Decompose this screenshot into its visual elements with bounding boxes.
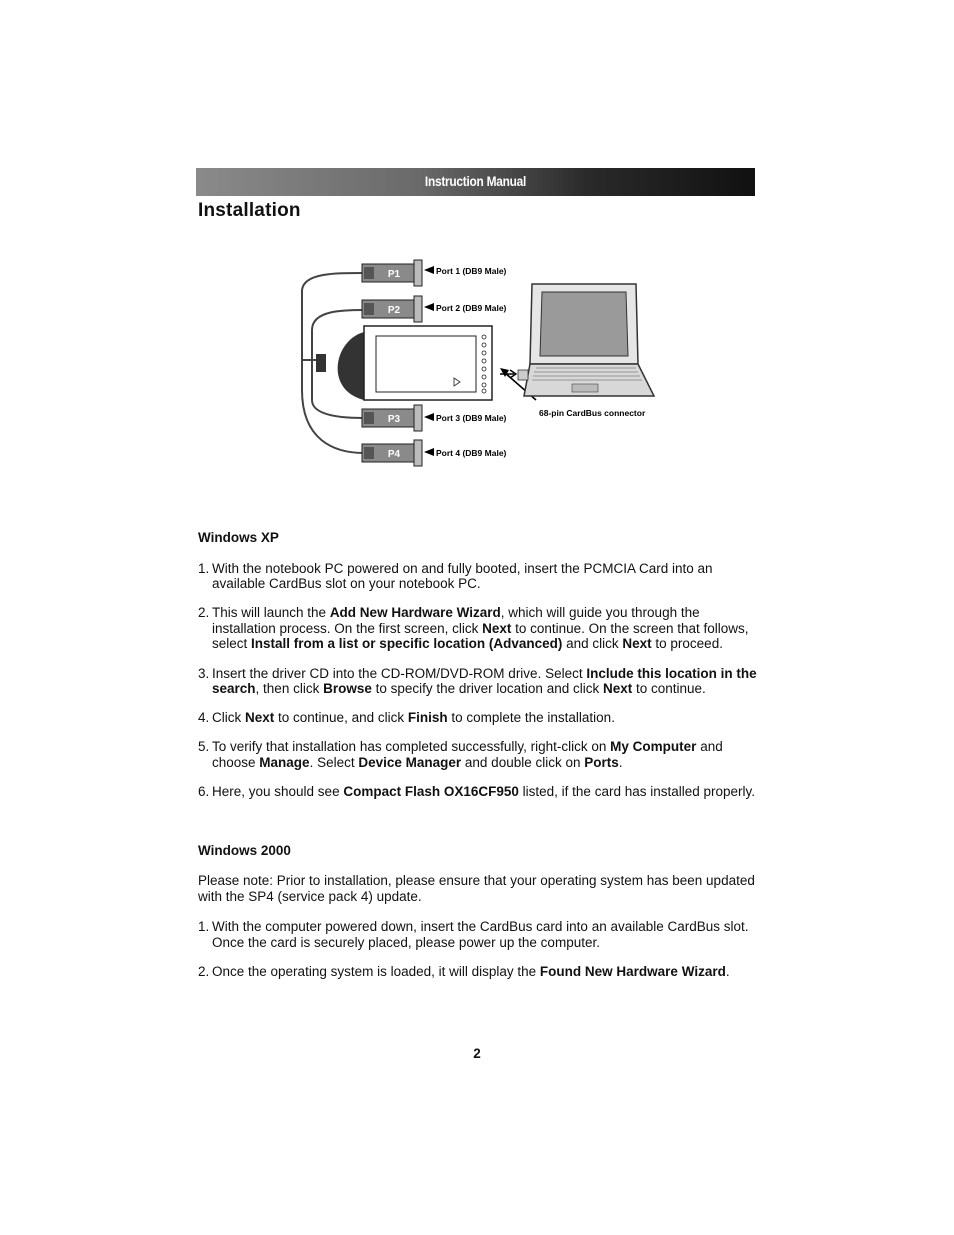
plug-label: P3: [387, 414, 401, 425]
list-item-number: 1.: [198, 560, 210, 576]
plug-p2: [362, 296, 422, 322]
bold-text: Ports: [584, 754, 619, 770]
plug-p1: [362, 260, 422, 286]
text-run: to continue, and click: [274, 710, 408, 726]
text-run: Insert the driver CD into the CD-ROM/DVD-ROM drive. Select: [212, 665, 587, 681]
list-item: [198, 666, 758, 697]
text-run: Click: [212, 710, 245, 726]
plug-label: P2: [387, 305, 401, 316]
text-run: To verify that installation has completed successfully, right-click on: [212, 739, 611, 755]
plug-p3: [362, 405, 422, 431]
text-run: to specify the driver location and click: [371, 681, 603, 697]
list-item-number: 5.: [198, 739, 210, 755]
bold-text: Next: [482, 620, 512, 636]
text-run: , which will guide you through the installation process. On the first screen, click: [212, 605, 700, 636]
cable-fan: [338, 332, 364, 400]
laptop-icon: [518, 284, 654, 396]
list-item: [198, 739, 758, 770]
installation-diagram: [294, 250, 674, 480]
bold-text: Browse: [323, 681, 372, 697]
text-run: Here, you should see: [212, 784, 344, 800]
list-item-number: 1.: [198, 919, 210, 935]
list-item: [198, 964, 758, 980]
bold-text: Compact Flash OX16CF950: [343, 784, 519, 800]
text-run: This will launch the: [212, 605, 330, 621]
text-run: Once the operating system is loaded, it will display the: [212, 964, 540, 980]
text-run: and double click on: [461, 754, 585, 770]
bold-text: Finish: [407, 710, 448, 726]
header-title: Instruction Manual: [424, 173, 527, 189]
list-item: [198, 710, 758, 726]
win2000-steps: [198, 919, 758, 979]
text-run: .: [618, 754, 623, 770]
text-run: to continue. On the screen that follows, select: [212, 620, 749, 652]
list-item: [198, 605, 758, 652]
list-item: [198, 561, 758, 592]
bold-text: Device Manager: [358, 754, 462, 770]
win2000-heading: Windows 2000: [198, 842, 291, 858]
page-number: 2: [473, 1046, 481, 1061]
bold-text: Found New Hardware Wizard: [539, 964, 726, 980]
text-run: With the notebook PC powered on and fully booted, insert the PCMCIA Card into an available CardBus slot on your notebook PC.: [212, 560, 713, 592]
port-label-2: Port 2 (DB9 Male): [436, 303, 507, 313]
bold-text: Install from a list or specific location (Advanced): [251, 636, 563, 652]
port-label-1: Port 1 (DB9 Male): [436, 266, 507, 276]
cable-junction: [316, 354, 326, 372]
plug-label: P1: [387, 269, 401, 280]
bold-text: Next: [245, 710, 275, 726]
bold-text: My Computer: [610, 739, 697, 755]
text-run: . Select: [309, 754, 359, 770]
plug-p4: [362, 440, 422, 466]
list-item-number: 6.: [198, 784, 210, 800]
bold-text: Manage: [259, 754, 310, 770]
win2000-note: Please note: Prior to installation, please ensure that your operating system has been updated with the SP4 (service pack 4) update.: [198, 873, 755, 904]
bold-text: Next: [622, 636, 652, 652]
text-run: and click: [562, 636, 623, 652]
list-item: [198, 919, 758, 950]
text-run: .: [725, 964, 730, 980]
section-title: Installation: [198, 200, 301, 221]
list-item-number: 2.: [198, 964, 210, 980]
port-label-4: Port 4 (DB9 Male): [436, 448, 507, 458]
text-run: to complete the installation.: [447, 710, 615, 726]
bold-text: Next: [602, 681, 633, 697]
bold-text: Include this location in the search: [212, 665, 757, 697]
instructions: [198, 530, 758, 980]
text-run: and choose: [212, 739, 723, 770]
text-run: , then click: [255, 681, 324, 697]
plug-label: P4: [387, 449, 401, 460]
header-bar: [196, 168, 755, 196]
port-label-3: Port 3 (DB9 Male): [436, 413, 507, 423]
connector-label: 68-pin CardBus connector: [539, 408, 646, 418]
winxp-steps: [198, 561, 758, 800]
pcmcia-card: [364, 326, 492, 400]
text-run: to proceed.: [651, 636, 723, 652]
text-run: listed, if the card has installed properly.: [518, 784, 756, 800]
list-item-number: 2.: [198, 605, 210, 621]
list-item-number: 4.: [198, 710, 210, 726]
list-item-number: 3.: [198, 665, 210, 681]
text-run: to continue.: [632, 681, 706, 697]
text-run: With the computer powered down, insert the CardBus card into an available CardBus slot. Once the card is securely placed, please power up the computer.: [212, 919, 749, 950]
bold-text: Add New Hardware Wizard: [329, 605, 501, 621]
list-item: [198, 784, 758, 800]
winxp-heading: Windows XP: [198, 530, 279, 545]
